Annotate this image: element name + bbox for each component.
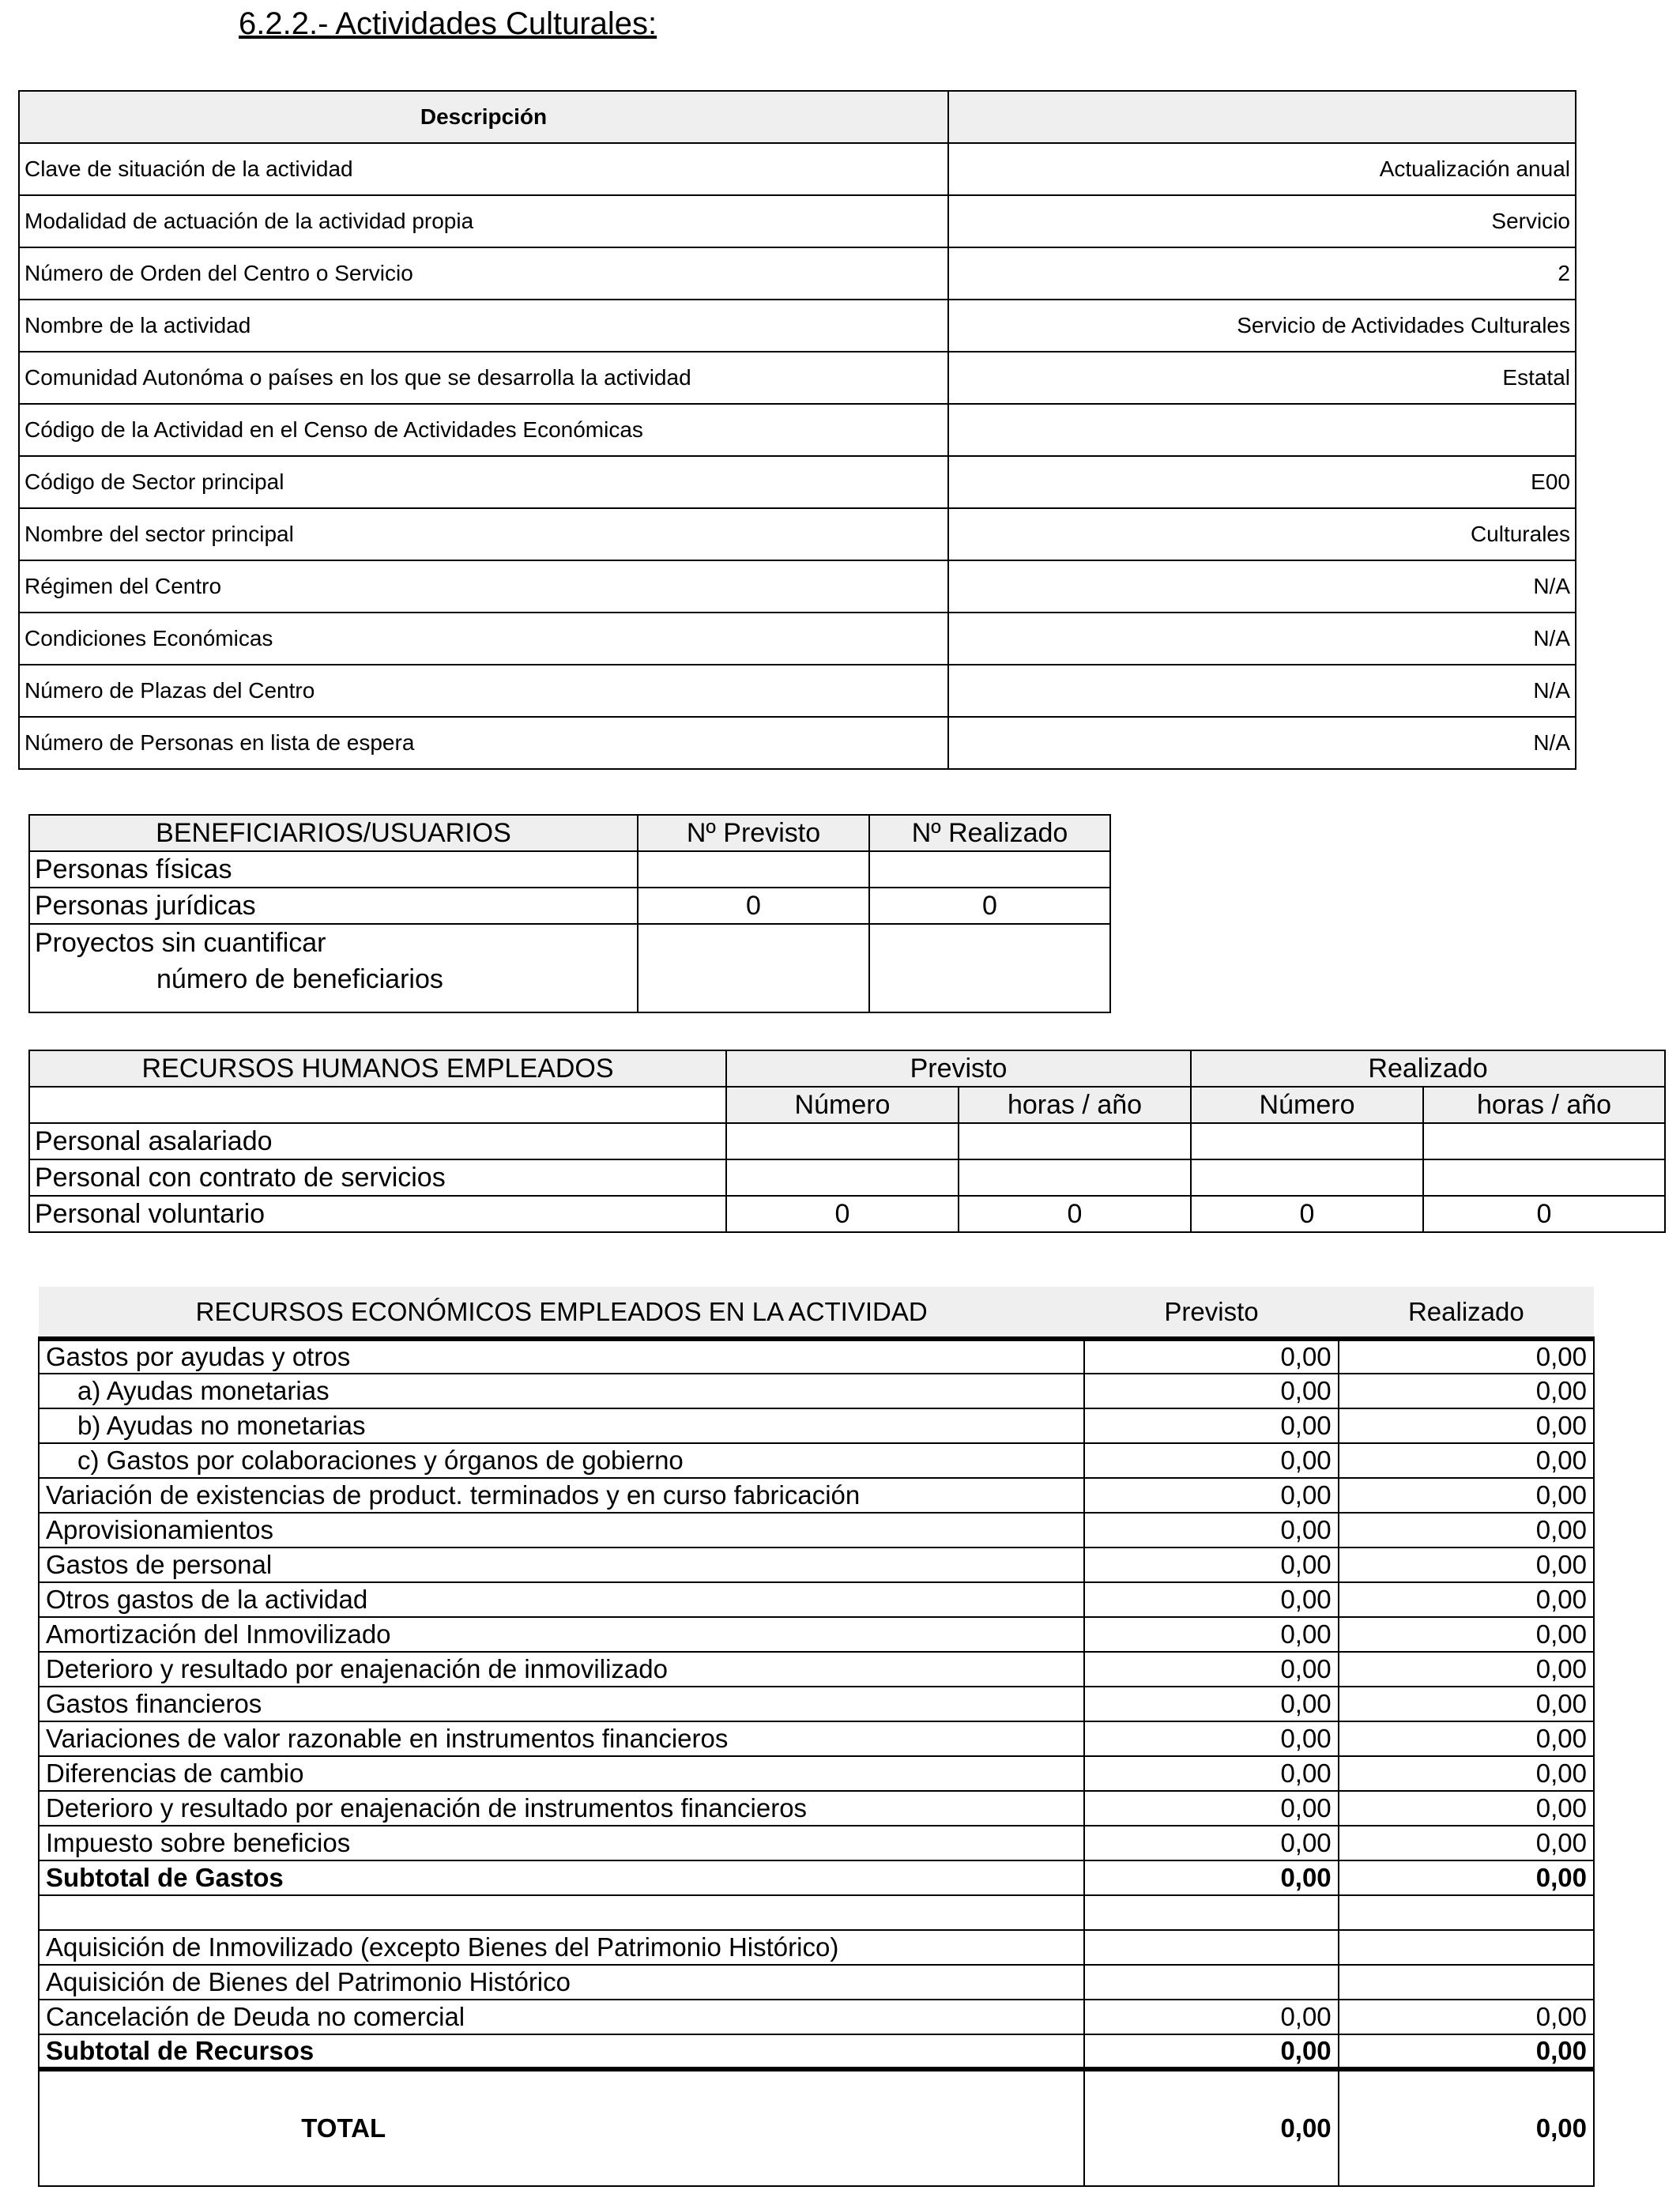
description-value: Actualización anual xyxy=(948,143,1576,195)
gasto-realizado: 0,00 xyxy=(1339,1339,1594,1374)
gasto-label: b) Ayudas no monetarias xyxy=(39,1408,1084,1443)
gasto-row xyxy=(39,1721,1594,1756)
gasto-label: Variaciones de valor razonable en instrumentos financieros xyxy=(39,1721,1084,1756)
total-label: TOTAL xyxy=(39,2069,1084,2186)
proyectos-line-2: número de beneficiarios xyxy=(156,964,443,994)
gasto-previsto: 0,00 xyxy=(1084,1513,1338,1547)
description-label: Código de la Actividad en el Censo de Actividades Económicas xyxy=(19,404,948,456)
description-label: Número de Plazas del Centro xyxy=(19,665,948,717)
description-row xyxy=(19,300,1576,352)
rrhh-numero-realizado-value xyxy=(1191,1123,1423,1159)
description-label: Número de Personas en lista de espera xyxy=(19,717,948,769)
subtotal-gastos-previsto: 0,00 xyxy=(1084,1860,1338,1895)
reco-header-row xyxy=(39,1287,1594,1339)
rrhh-numero-previsto-value xyxy=(726,1159,959,1196)
gasto-label: Amortización del Inmovilizado xyxy=(39,1617,1084,1652)
gasto-previsto: 0,00 xyxy=(1084,1721,1338,1756)
gasto-label: a) Ayudas monetarias xyxy=(39,1374,1084,1408)
gasto-label: Aprovisionamientos xyxy=(39,1513,1084,1547)
reco-realizado-header: Realizado xyxy=(1339,1287,1594,1339)
description-value: N/A xyxy=(948,560,1576,613)
realizado-header: Nº Realizado xyxy=(869,815,1110,851)
gasto-previsto: 0,00 xyxy=(1084,1547,1338,1582)
subtotal-gastos-realizado: 0,00 xyxy=(1339,1860,1594,1895)
rrhh-row xyxy=(29,1123,1665,1159)
description-value: Servicio de Actividades Culturales xyxy=(948,300,1576,352)
gasto-realizado: 0,00 xyxy=(1339,1547,1594,1582)
spacer-row xyxy=(39,1895,1594,1930)
description-row xyxy=(19,665,1576,717)
description-row xyxy=(19,195,1576,247)
gasto-label: Otros gastos de la actividad xyxy=(39,1582,1084,1617)
rrhh-horas-previsto-value xyxy=(959,1159,1191,1196)
rrhh-label: Personal voluntario xyxy=(29,1196,726,1232)
rrhh-numero-previsto: Número xyxy=(726,1087,959,1123)
gasto-realizado: 0,00 xyxy=(1339,1374,1594,1408)
recursos-humanos-table xyxy=(28,1050,1666,1233)
gasto-realizado: 0,00 xyxy=(1339,1687,1594,1721)
rrhh-horas-realizado-value: 0 xyxy=(1423,1196,1665,1232)
rrhh-numero-realizado: Número xyxy=(1191,1087,1423,1123)
subtotal-recursos-previsto: 0,00 xyxy=(1084,2034,1338,2069)
gasto-previsto: 0,00 xyxy=(1084,1443,1338,1478)
rrhh-subheader-row xyxy=(29,1087,1665,1123)
gasto-row xyxy=(39,1408,1594,1443)
rrhh-subheader-empty xyxy=(29,1087,726,1123)
inversion-row xyxy=(39,2000,1594,2034)
gasto-realizado: 0,00 xyxy=(1339,1478,1594,1513)
gasto-label: Diferencias de cambio xyxy=(39,1756,1084,1791)
gasto-previsto: 0,00 xyxy=(1084,1617,1338,1652)
inversion-label: Aquisición de Inmovilizado (excepto Bienes del Patrimonio Histórico) xyxy=(39,1930,1084,1965)
beneficiarios-header-row xyxy=(29,815,1110,851)
rrhh-numero-previsto-value: 0 xyxy=(726,1196,959,1232)
description-label: Código de Sector principal xyxy=(19,456,948,508)
beneficiarios-label-proyectos xyxy=(29,924,638,1012)
inversion-realizado xyxy=(1339,1965,1594,2000)
gasto-label: Deterioro y resultado por enajenación de instrumentos financieros xyxy=(39,1791,1084,1826)
beneficiarios-row-proyectos xyxy=(29,924,1110,1012)
gasto-row xyxy=(39,1756,1594,1791)
gasto-label: Gastos por ayudas y otros xyxy=(39,1339,1084,1374)
gasto-label: Deterioro y resultado por enajenación de inmovilizado xyxy=(39,1652,1084,1687)
description-label: Régimen del Centro xyxy=(19,560,948,613)
recursos-economicos-table xyxy=(38,1287,1595,2187)
rrhh-row xyxy=(29,1196,1665,1232)
beneficiarios-row xyxy=(29,888,1110,924)
beneficiarios-previsto xyxy=(638,851,869,888)
gasto-previsto: 0,00 xyxy=(1084,1826,1338,1860)
inversion-realizado: 0,00 xyxy=(1339,2000,1594,2034)
description-row xyxy=(19,352,1576,404)
gasto-label: c) Gastos por colaboraciones y órganos de gobierno xyxy=(39,1443,1084,1478)
gasto-row xyxy=(39,1582,1594,1617)
description-row xyxy=(19,560,1576,613)
description-row xyxy=(19,717,1576,769)
gasto-row xyxy=(39,1826,1594,1860)
rrhh-title: RECURSOS HUMANOS EMPLEADOS xyxy=(29,1050,726,1087)
rrhh-numero-previsto-value xyxy=(726,1123,959,1159)
inversion-previsto xyxy=(1084,1930,1338,1965)
description-value: N/A xyxy=(948,665,1576,717)
gasto-previsto: 0,00 xyxy=(1084,1582,1338,1617)
beneficiarios-header: BENEFICIARIOS/USUARIOS xyxy=(29,815,638,851)
rrhh-horas-realizado: horas / año xyxy=(1423,1087,1665,1123)
gasto-label: Gastos financieros xyxy=(39,1687,1084,1721)
rrhh-horas-previsto-value xyxy=(959,1123,1191,1159)
gasto-previsto: 0,00 xyxy=(1084,1339,1338,1374)
total-row xyxy=(39,2069,1594,2186)
description-label: Nombre del sector principal xyxy=(19,508,948,560)
inversion-row xyxy=(39,1930,1594,1965)
rrhh-label: Personal asalariado xyxy=(29,1123,726,1159)
description-row xyxy=(19,613,1576,665)
description-label: Modalidad de actuación de la actividad propia xyxy=(19,195,948,247)
description-label: Nombre de la actividad xyxy=(19,300,948,352)
gasto-realizado: 0,00 xyxy=(1339,1582,1594,1617)
rrhh-header-row xyxy=(29,1050,1665,1087)
gasto-realizado: 0,00 xyxy=(1339,1826,1594,1860)
beneficiarios-label: Personas jurídicas xyxy=(29,888,638,924)
beneficiarios-previsto-empty xyxy=(638,924,869,1012)
beneficiarios-realizado xyxy=(869,851,1110,888)
gasto-realizado: 0,00 xyxy=(1339,1513,1594,1547)
gasto-previsto: 0,00 xyxy=(1084,1408,1338,1443)
beneficiarios-label: Personas físicas xyxy=(29,851,638,888)
gasto-previsto: 0,00 xyxy=(1084,1756,1338,1791)
description-table xyxy=(18,90,1576,770)
gasto-previsto: 0,00 xyxy=(1084,1687,1338,1721)
gasto-row xyxy=(39,1617,1594,1652)
rrhh-previsto-header: Previsto xyxy=(726,1050,1191,1087)
gasto-previsto: 0,00 xyxy=(1084,1652,1338,1687)
rrhh-row xyxy=(29,1159,1665,1196)
total-previsto: 0,00 xyxy=(1084,2069,1338,2186)
gasto-row xyxy=(39,1374,1594,1408)
reco-title: RECURSOS ECONÓMICOS EMPLEADOS EN LA ACTIVIDAD xyxy=(39,1287,1084,1339)
description-label: Número de Orden del Centro o Servicio xyxy=(19,247,948,300)
rrhh-horas-realizado-value xyxy=(1423,1123,1665,1159)
page-heading: 6.2.2.- Actividades Culturales: xyxy=(239,6,657,41)
rrhh-numero-realizado-value xyxy=(1191,1159,1423,1196)
gasto-previsto: 0,00 xyxy=(1084,1791,1338,1826)
beneficiarios-realizado: 0 xyxy=(869,888,1110,924)
gasto-row xyxy=(39,1652,1594,1687)
rrhh-horas-previsto: horas / año xyxy=(959,1087,1191,1123)
description-header-empty xyxy=(948,91,1576,143)
gasto-realizado: 0,00 xyxy=(1339,1617,1594,1652)
description-row xyxy=(19,247,1576,300)
gasto-row xyxy=(39,1547,1594,1582)
description-value: Servicio xyxy=(948,195,1576,247)
inversion-previsto xyxy=(1084,1965,1338,2000)
rrhh-horas-previsto-value: 0 xyxy=(959,1196,1191,1232)
gasto-row xyxy=(39,1443,1594,1478)
description-row xyxy=(19,404,1576,456)
beneficiarios-realizado-empty xyxy=(869,924,1110,1012)
gasto-realizado: 0,00 xyxy=(1339,1756,1594,1791)
rrhh-label: Personal con contrato de servicios xyxy=(29,1159,726,1196)
subtotal-gastos-row xyxy=(39,1860,1594,1895)
inversion-label: Aquisición de Bienes del Patrimonio Histórico xyxy=(39,1965,1084,2000)
gasto-realizado: 0,00 xyxy=(1339,1721,1594,1756)
gasto-row xyxy=(39,1478,1594,1513)
proyectos-line-1: Proyectos sin cuantificar xyxy=(35,928,326,958)
description-header: Descripción xyxy=(19,91,948,143)
rrhh-realizado-header: Realizado xyxy=(1191,1050,1665,1087)
description-value: 2 xyxy=(948,247,1576,300)
gasto-realizado: 0,00 xyxy=(1339,1791,1594,1826)
description-value: Culturales xyxy=(948,508,1576,560)
rrhh-numero-realizado-value: 0 xyxy=(1191,1196,1423,1232)
description-row xyxy=(19,508,1576,560)
gasto-row xyxy=(39,1339,1594,1374)
total-realizado: 0,00 xyxy=(1339,2069,1594,2186)
gasto-previsto: 0,00 xyxy=(1084,1374,1338,1408)
inversion-realizado xyxy=(1339,1930,1594,1965)
gasto-realizado: 0,00 xyxy=(1339,1408,1594,1443)
beneficiarios-table xyxy=(28,814,1111,1013)
subtotal-gastos-label: Subtotal de Gastos xyxy=(39,1860,1084,1895)
gasto-label: Gastos de personal xyxy=(39,1547,1084,1582)
spacer-cell xyxy=(1084,1895,1338,1930)
description-value: Estatal xyxy=(948,352,1576,404)
description-value: N/A xyxy=(948,717,1576,769)
description-value: E00 xyxy=(948,456,1576,508)
subtotal-recursos-label: Subtotal de Recursos xyxy=(39,2034,1084,2069)
gasto-realizado: 0,00 xyxy=(1339,1443,1594,1478)
description-value xyxy=(948,404,1576,456)
inversion-label: Cancelación de Deuda no comercial xyxy=(39,2000,1084,2034)
previsto-header: Nº Previsto xyxy=(638,815,869,851)
description-label: Comunidad Autonóma o países en los que se desarrolla la actividad xyxy=(19,352,948,404)
gasto-label: Variación de existencias de product. terminados y en curso fabricación xyxy=(39,1478,1084,1513)
subtotal-recursos-row xyxy=(39,2034,1594,2069)
gasto-realizado: 0,00 xyxy=(1339,1652,1594,1687)
gasto-label: Impuesto sobre beneficios xyxy=(39,1826,1084,1860)
description-row xyxy=(19,143,1576,195)
inversion-previsto: 0,00 xyxy=(1084,2000,1338,2034)
gasto-previsto: 0,00 xyxy=(1084,1478,1338,1513)
description-label: Clave de situación de la actividad xyxy=(19,143,948,195)
gasto-row xyxy=(39,1513,1594,1547)
description-value: N/A xyxy=(948,613,1576,665)
subtotal-recursos-realizado: 0,00 xyxy=(1339,2034,1594,2069)
inversion-row xyxy=(39,1965,1594,2000)
reco-previsto-header: Previsto xyxy=(1084,1287,1338,1339)
beneficiarios-previsto: 0 xyxy=(638,888,869,924)
rrhh-horas-realizado-value xyxy=(1423,1159,1665,1196)
description-row xyxy=(19,456,1576,508)
gasto-row xyxy=(39,1687,1594,1721)
beneficiarios-row xyxy=(29,851,1110,888)
spacer-cell xyxy=(1339,1895,1594,1930)
description-label: Condiciones Económicas xyxy=(19,613,948,665)
gasto-row xyxy=(39,1791,1594,1826)
spacer-cell xyxy=(39,1895,1084,1930)
description-header-row xyxy=(19,91,1576,143)
